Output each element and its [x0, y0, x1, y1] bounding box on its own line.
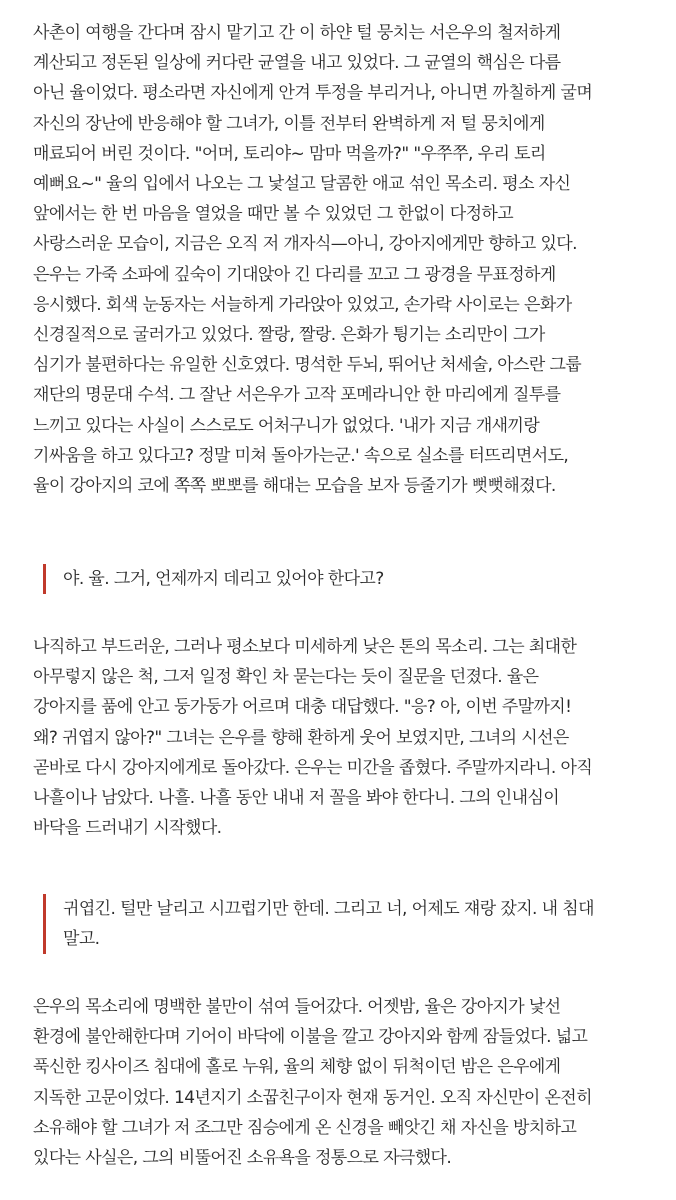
text-line: 나흘이나 남았다. 나흘. 나흘 동안 내내 저 꼴을 봐야 한다니. 그의 인내심이	[33, 788, 560, 809]
text-line: 지독한 고문이었다. 14년지기 소꿉친구이자 현재 동거인. 오직 자신만이 온전히	[33, 1087, 592, 1108]
text-line: 나직하고 부드러운, 그러나 평소보다 미세하게 낮은 톤의 목소리. 그는 최대한	[33, 637, 577, 657]
text-line: 재단의 명문대 수석. 그 잘난 서은우가 고작 포메라니안 한 마리에게 질투를	[33, 385, 561, 406]
text-line: 예뻐요~" 율의 입에서 나오는 그 낯설고 달콤한 애교 섞인 목소리. 평소 자신	[33, 174, 571, 195]
text-line: 강아지를 품에 안고 둥가둥가 어르며 대충 대답했다. "응? 아, 이번 주말까지!	[33, 697, 572, 718]
text-line: 환경에 불안해한다며 기어이 바닥에 이불을 깔고 강아지와 함께 잠들었다. 넓고	[33, 1027, 588, 1048]
text-line: 앞에서는 한 번 마음을 열었을 때만 볼 수 있었던 그 한없이 다정하고	[33, 204, 514, 225]
quote-line: 말고.	[63, 929, 100, 950]
text-line: 은우의 목소리에 명백한 불만이 섞여 들어갔다. 어젯밤, 율은 강아지가 낯선	[33, 997, 561, 1017]
blockquote-1	[43, 564, 663, 594]
text-line: 왜? 귀엽지 않아?" 그녀는 은우를 향해 환하게 웃어 보였지만, 그녀의 시선은	[33, 727, 569, 748]
text-line: 아닌 율이었다. 평소라면 자신에게 안겨 투정을 부리거나, 아니면 까칠하게 굴며	[33, 83, 593, 104]
text-line: 바닥을 드러내기 시작했다.	[33, 818, 222, 839]
paragraph-3	[33, 992, 653, 1173]
text-line: 매료되어 버린 것이다. "어머, 토리야~ 맘마 먹을까?" "우쭈쭈, 우리 토리	[33, 143, 546, 164]
quote-line: 귀엽긴. 털만 날리고 시끄럽기만 한데. 그리고 너, 어제도 쟤랑 잤지. 내 침대	[63, 899, 594, 919]
paragraph-2	[33, 632, 653, 843]
paragraph-1	[33, 18, 653, 501]
text-line: 곧바로 다시 강아지에게로 돌아갔다. 은우는 미간을 좁혔다. 주말까지라니. 아직	[33, 757, 593, 778]
quote-line: 야. 율. 그거, 언제까지 데리고 있어야 한다고?	[63, 569, 384, 589]
text-line: 사촌이 여행을 간다며 잠시 맡기고 간 이 하얀 털 뭉치는 서은우의 철저하게	[33, 23, 561, 43]
blockquote-2	[43, 894, 663, 954]
text-line: 응시했다. 회색 눈동자는 서늘하게 가라앉아 있었고, 손가락 사이로는 은화가	[33, 294, 572, 315]
text-line: 율이 강아지의 코에 쪽쪽 뽀뽀를 해대는 모습을 보자 등줄기가 뻣뻣해졌다.	[33, 476, 556, 497]
text-line: 신경질적으로 굴러가고 있었다. 짤랑, 짤랑. 은화가 튕기는 소리만이 그가	[33, 325, 545, 346]
text-line: 기싸움을 하고 있다고? 정말 미쳐 돌아가는군.' 속으로 실소를 터뜨리면서도,	[33, 445, 569, 466]
text-line: 있다는 사실은, 그의 비뚤어진 소유욕을 정통으로 자극했다.	[33, 1148, 452, 1169]
text-line: 은우는 가죽 소파에 깊숙이 기대앉아 긴 다리를 꼬고 그 광경을 무표정하게	[33, 264, 556, 285]
text-line: 사랑스러운 모습이, 지금은 오직 저 개자식—아니, 강아지에게만 향하고 있다.	[33, 234, 577, 255]
text-line: 느끼고 있다는 사실이 스스로도 어처구니가 없었다. '내가 지금 개새끼랑	[33, 415, 540, 436]
text-line: 아무렇지 않은 척, 그저 일정 확인 차 묻는다는 듯이 질문을 던졌다. 율은	[33, 667, 539, 688]
text-line: 소유해야 할 그녀가 저 조그만 짐승에게 온 신경을 빼앗긴 채 자신을 방치하고	[33, 1117, 577, 1138]
text-line: 계산되고 정돈된 일상에 커다란 균열을 내고 있었다. 그 균열의 핵심은 다름	[33, 53, 561, 74]
text-line: 자신의 장난에 반응해야 할 그녀가, 이틀 전부터 완벽하게 저 털 뭉치에게	[33, 113, 545, 134]
text-line: 심기가 불편하다는 유일한 신호였다. 명석한 두뇌, 뛰어난 처세술, 아스란 그룹	[33, 355, 582, 376]
text-line: 푹신한 킹사이즈 침대에 홀로 누워, 율의 체향 없이 뒤척이던 밤은 은우에게	[33, 1057, 561, 1078]
